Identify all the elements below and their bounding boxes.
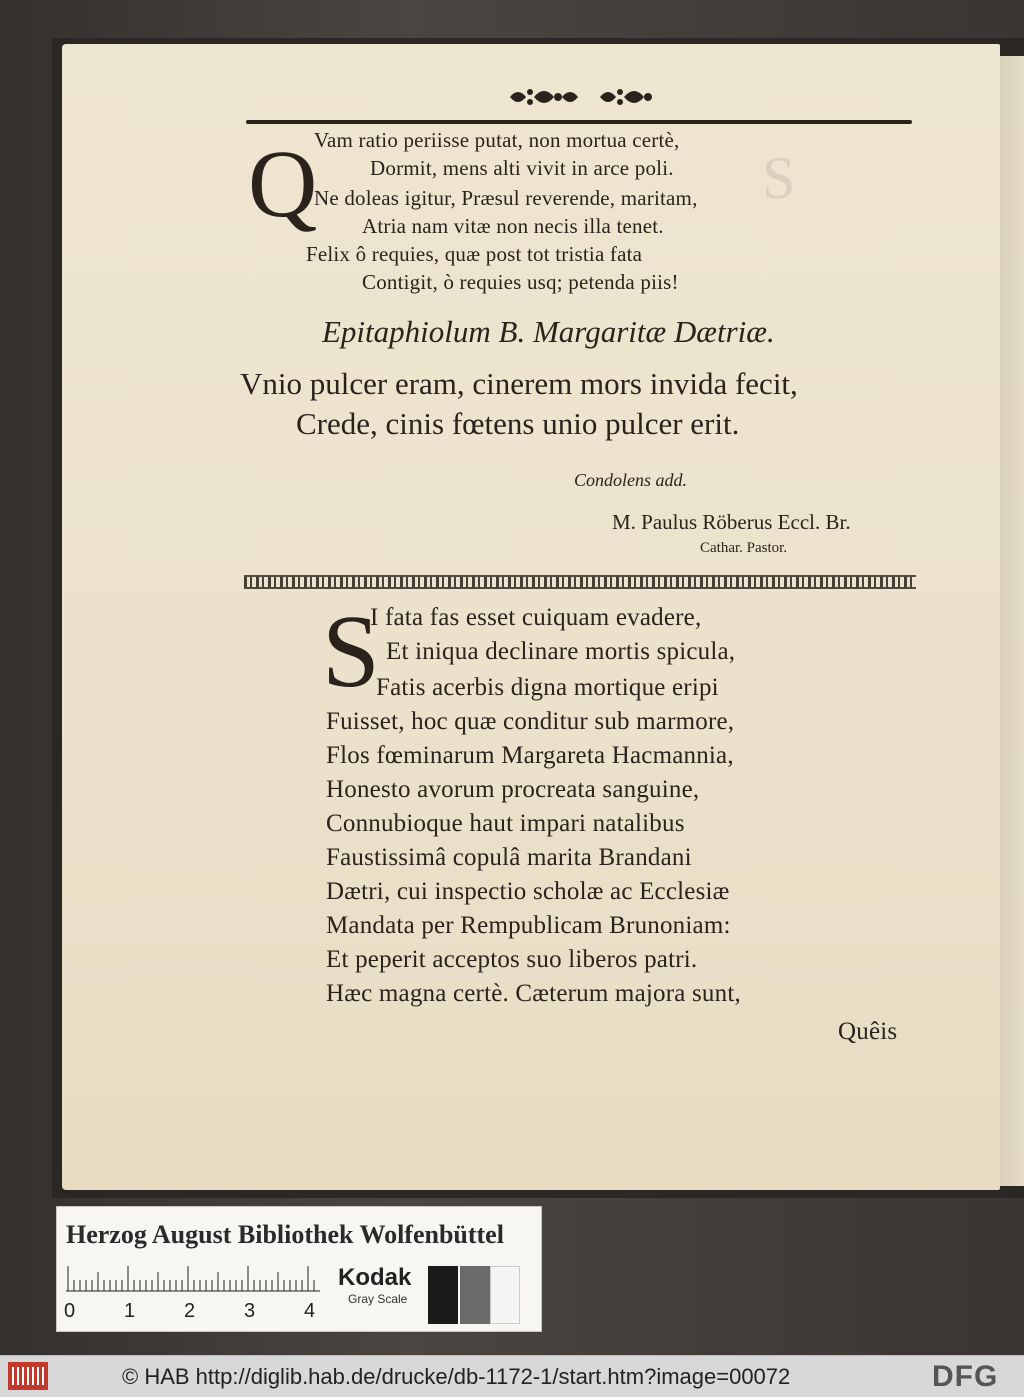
ruler-numbers (64, 1300, 334, 1324)
poem1-line-4: Atria nam vitæ non necis illa tenet. (362, 214, 664, 238)
ruler-number: 2 (184, 1300, 196, 1322)
poem2-line-5: Flos fœminarum Margareta Hacmannia, (326, 742, 734, 769)
poem1-line-6: Contigit, ò requies usq; petenda piis! (362, 270, 679, 294)
author-name: M. Paulus Röberus Eccl. Br. (612, 510, 851, 534)
poem2-line-6: Honesto avorum procreata sanguine, (326, 776, 700, 803)
author-role: Cathar. Pastor. (700, 540, 788, 556)
ornamental-border-pattern (244, 575, 916, 589)
catchword: Quêis (838, 1018, 898, 1045)
poem2-line-7: Connubioque haut impari natalibus (326, 810, 685, 837)
poem1-line-5: Felix ô requies, quæ post tot tristia fata (306, 242, 643, 266)
poem1-line-1: Vam ratio periisse putat, non mortua certè, (314, 128, 680, 152)
poem2-line-3: Fatis acerbis digna mortique eripi (376, 674, 719, 701)
poem2-line-10: Mandata per Rempublicam Brunoniam: (326, 912, 731, 939)
epitaph-line-1: Vnio pulcer eram, cinerem mors invida fecit, (240, 366, 798, 401)
facing-page-edge (996, 56, 1024, 1186)
poem2-line-9: Dætri, cui inspectio scholæ ac Ecclesiæ (326, 878, 730, 905)
top-rule (246, 120, 912, 124)
show-through: S (762, 145, 796, 211)
drop-cap-q: Q (248, 130, 318, 237)
epitaph-title: Epitaphiolum B. Margaritæ Dætriæ. (322, 314, 775, 349)
poem2-line-12: Hæc magna certè. Cæterum majora sunt, (326, 980, 741, 1007)
measurement-ruler (66, 1262, 320, 1292)
poem2-line-4: Fuisset, hoc quæ conditur sub marmore, (326, 708, 735, 735)
gray-swatch-black (428, 1266, 458, 1324)
poem2-line-11: Et peperit acceptos suo liberos patri. (326, 946, 698, 973)
ruler-number: 1 (124, 1300, 136, 1322)
condolens-note: Condolens add. (574, 470, 688, 490)
poem1-line-2: Dormit, mens alti vivit in arce poli. (370, 156, 674, 180)
library-name: Herzog August Bibliothek Wolfenbüttel (66, 1220, 504, 1249)
copyright-url[interactable]: © HAB http://diglib.hab.de/drucke/db-1172-1/start.htm?image=00072 (122, 1364, 791, 1389)
gray-scale-label: Gray Scale (348, 1292, 408, 1306)
dfg-logo: DFG (932, 1360, 999, 1393)
ruler-number: 0 (64, 1300, 76, 1322)
poem1-line-3: Ne doleas igitur, Præsul reverende, maritam, (314, 186, 698, 210)
drop-cap-s: S (322, 594, 380, 709)
kodak-brand: Kodak (338, 1264, 412, 1291)
poem2-line-2: Et iniqua declinare mortis spicula, (386, 638, 736, 665)
ruler-number: 4 (304, 1300, 316, 1322)
fleuron-ornament (508, 82, 658, 112)
hab-logo-icon (8, 1362, 48, 1390)
gray-swatch-light (490, 1266, 520, 1324)
gray-swatch-dark (460, 1266, 490, 1324)
ruler-number: 3 (244, 1300, 256, 1322)
show-through (812, 234, 817, 324)
poem2-line-1: I fata fas esset cuiquam evadere, (370, 604, 702, 631)
poem2-line-8: Faustissimâ copulâ marita Brandani (326, 844, 692, 871)
epitaph-line-2: Crede, cinis fœtens unio pulcer erit. (296, 406, 740, 441)
